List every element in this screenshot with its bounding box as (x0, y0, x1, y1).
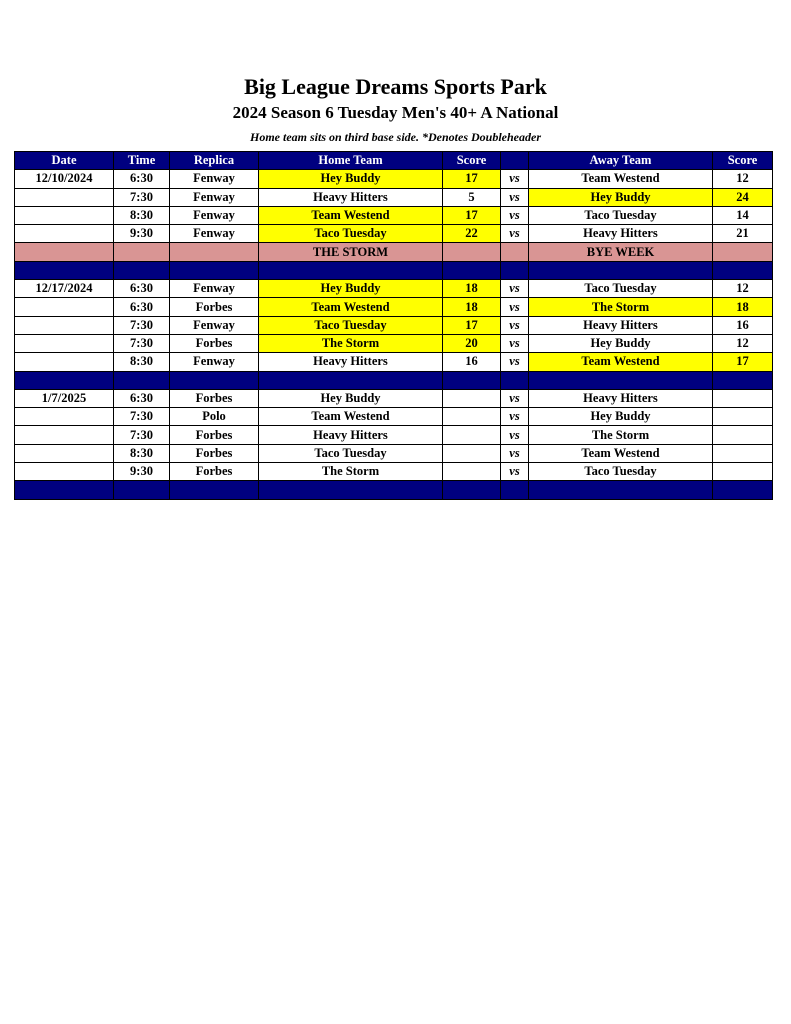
vs-label: vs (501, 225, 529, 243)
away-score: 18 (713, 298, 773, 316)
page-note: Home team sits on third base side. *Denotes Doubleheader (250, 130, 541, 144)
empty-cell (114, 481, 170, 499)
home-score: 18 (443, 298, 501, 316)
game-date (15, 408, 114, 426)
empty-cell (259, 481, 443, 499)
empty-cell (15, 243, 114, 261)
game-replica: Fenway (170, 280, 259, 298)
home-team: Hey Buddy (259, 170, 443, 188)
game-date (15, 225, 114, 243)
away-score (713, 389, 773, 407)
empty-cell (443, 243, 501, 261)
game-date (15, 206, 114, 224)
game-row (15, 353, 773, 371)
game-date (15, 353, 114, 371)
game-replica: Fenway (170, 353, 259, 371)
column-header-time: Time (114, 152, 170, 170)
home-team: Team Westend (259, 298, 443, 316)
game-date (15, 463, 114, 481)
game-date: 12/10/2024 (15, 170, 114, 188)
away-score (713, 426, 773, 444)
game-row (15, 426, 773, 444)
home-score (443, 408, 501, 426)
game-row (15, 408, 773, 426)
game-replica: Fenway (170, 170, 259, 188)
empty-cell (501, 481, 529, 499)
empty-cell (443, 261, 501, 279)
away-score: 21 (713, 225, 773, 243)
empty-cell (501, 371, 529, 389)
away-score: 17 (713, 353, 773, 371)
week-separator-row (15, 261, 773, 279)
empty-cell (443, 481, 501, 499)
game-time: 8:30 (114, 444, 170, 462)
week-separator-row (15, 371, 773, 389)
game-date (15, 334, 114, 352)
vs-label: vs (501, 353, 529, 371)
away-team: Heavy Hitters (529, 316, 713, 334)
home-team: Taco Tuesday (259, 444, 443, 462)
game-replica: Fenway (170, 225, 259, 243)
home-team: Team Westend (259, 206, 443, 224)
home-score: 17 (443, 316, 501, 334)
empty-cell (114, 371, 170, 389)
away-team: Hey Buddy (529, 334, 713, 352)
home-score: 17 (443, 206, 501, 224)
game-row (15, 316, 773, 334)
empty-cell (114, 243, 170, 261)
page-subtitle: 2024 Season 6 Tuesday Men's 40+ A National (232, 103, 559, 122)
game-row (15, 389, 773, 407)
game-time: 6:30 (114, 280, 170, 298)
game-row (15, 298, 773, 316)
game-time: 9:30 (114, 225, 170, 243)
game-replica: Forbes (170, 463, 259, 481)
vs-label: vs (501, 426, 529, 444)
home-score: 5 (443, 188, 501, 206)
game-time: 6:30 (114, 389, 170, 407)
empty-cell (259, 371, 443, 389)
vs-label: vs (501, 316, 529, 334)
home-team: Heavy Hitters (259, 426, 443, 444)
game-time: 8:30 (114, 206, 170, 224)
game-time: 9:30 (114, 463, 170, 481)
vs-label: vs (501, 444, 529, 462)
home-team: The Storm (259, 463, 443, 481)
empty-cell (501, 261, 529, 279)
empty-cell (529, 261, 713, 279)
away-team: Hey Buddy (529, 408, 713, 426)
empty-cell (713, 243, 773, 261)
game-row (15, 170, 773, 188)
empty-cell (529, 371, 713, 389)
home-score: 17 (443, 170, 501, 188)
empty-cell (15, 371, 114, 389)
home-score (443, 444, 501, 462)
game-date: 1/7/2025 (15, 389, 114, 407)
home-score: 22 (443, 225, 501, 243)
game-date (15, 298, 114, 316)
game-replica: Forbes (170, 444, 259, 462)
vs-label: vs (501, 188, 529, 206)
away-team: The Storm (529, 426, 713, 444)
empty-cell (15, 481, 114, 499)
game-time: 7:30 (114, 188, 170, 206)
game-replica: Fenway (170, 188, 259, 206)
column-header-replica: Replica (170, 152, 259, 170)
away-team: Team Westend (529, 170, 713, 188)
away-score (713, 408, 773, 426)
away-score (713, 444, 773, 462)
home-score: 16 (443, 353, 501, 371)
header-row (15, 152, 773, 170)
vs-label: vs (501, 463, 529, 481)
vs-label: vs (501, 170, 529, 188)
home-team: The Storm (259, 334, 443, 352)
empty-cell (501, 243, 529, 261)
game-row (15, 206, 773, 224)
game-time: 7:30 (114, 426, 170, 444)
game-replica: Forbes (170, 334, 259, 352)
column-header-vs (501, 152, 529, 170)
away-team: Taco Tuesday (529, 280, 713, 298)
game-row (15, 188, 773, 206)
empty-cell (713, 371, 773, 389)
game-time: 6:30 (114, 170, 170, 188)
empty-cell (170, 371, 259, 389)
bye-team: THE STORM (259, 243, 443, 261)
empty-cell (170, 481, 259, 499)
vs-label: vs (501, 408, 529, 426)
game-replica: Forbes (170, 298, 259, 316)
home-team: Heavy Hitters (259, 353, 443, 371)
home-score (443, 389, 501, 407)
game-time: 7:30 (114, 316, 170, 334)
away-team: Hey Buddy (529, 188, 713, 206)
column-header-home-score: Score (443, 152, 501, 170)
game-row (15, 444, 773, 462)
column-header-away-score: Score (713, 152, 773, 170)
away-score: 12 (713, 334, 773, 352)
away-score (713, 463, 773, 481)
game-time: 6:30 (114, 298, 170, 316)
away-team: Team Westend (529, 353, 713, 371)
away-team: The Storm (529, 298, 713, 316)
vs-label: vs (501, 334, 529, 352)
empty-cell (170, 243, 259, 261)
bye-row (15, 243, 773, 261)
game-row (15, 225, 773, 243)
week-separator-row (15, 481, 773, 499)
home-team: Team Westend (259, 408, 443, 426)
game-date (15, 316, 114, 334)
game-replica: Polo (170, 408, 259, 426)
empty-cell (259, 261, 443, 279)
game-row (15, 463, 773, 481)
away-team: Taco Tuesday (529, 206, 713, 224)
away-score: 16 (713, 316, 773, 334)
column-header-date: Date (15, 152, 114, 170)
empty-cell (114, 261, 170, 279)
vs-label: vs (501, 389, 529, 407)
game-row (15, 280, 773, 298)
game-row (15, 334, 773, 352)
game-date (15, 188, 114, 206)
game-replica: Fenway (170, 316, 259, 334)
game-replica: Forbes (170, 389, 259, 407)
column-header-away-team: Away Team (529, 152, 713, 170)
away-score: 14 (713, 206, 773, 224)
game-time: 8:30 (114, 353, 170, 371)
game-time: 7:30 (114, 408, 170, 426)
empty-cell (713, 261, 773, 279)
schedule-body (15, 170, 773, 499)
empty-cell (713, 481, 773, 499)
home-score: 20 (443, 334, 501, 352)
game-time: 7:30 (114, 334, 170, 352)
vs-label: vs (501, 298, 529, 316)
home-team: Hey Buddy (259, 280, 443, 298)
bye-week-label: BYE WEEK (529, 243, 713, 261)
game-date (15, 444, 114, 462)
home-team: Hey Buddy (259, 389, 443, 407)
home-team: Taco Tuesday (259, 316, 443, 334)
home-score (443, 463, 501, 481)
column-header-home-team: Home Team (259, 152, 443, 170)
away-team: Team Westend (529, 444, 713, 462)
game-date: 12/17/2024 (15, 280, 114, 298)
empty-cell (529, 481, 713, 499)
game-replica: Fenway (170, 206, 259, 224)
empty-cell (443, 371, 501, 389)
away-score: 12 (713, 170, 773, 188)
home-team: Heavy Hitters (259, 188, 443, 206)
away-team: Heavy Hitters (529, 389, 713, 407)
home-team: Taco Tuesday (259, 225, 443, 243)
away-team: Taco Tuesday (529, 463, 713, 481)
away-team: Heavy Hitters (529, 225, 713, 243)
vs-label: vs (501, 280, 529, 298)
vs-label: vs (501, 206, 529, 224)
home-score (443, 426, 501, 444)
game-replica: Forbes (170, 426, 259, 444)
away-score: 12 (713, 280, 773, 298)
schedule-table (14, 151, 773, 500)
away-score: 24 (713, 188, 773, 206)
game-date (15, 426, 114, 444)
page-title: Big League Dreams Sports Park (244, 74, 547, 99)
empty-cell (170, 261, 259, 279)
empty-cell (15, 261, 114, 279)
home-score: 18 (443, 280, 501, 298)
